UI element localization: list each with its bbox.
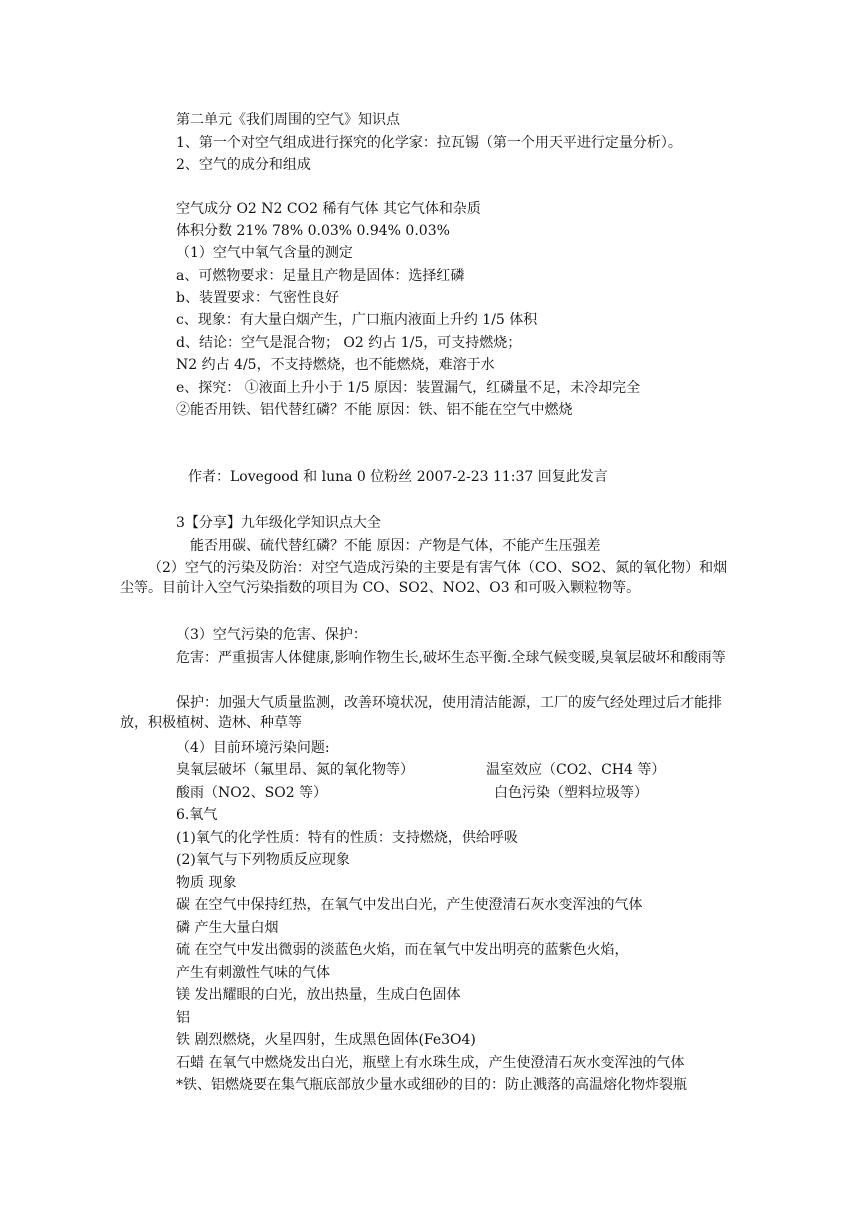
item-d-continued: N2 约占 4/5，不支持燃烧，也不能燃烧，难溶于水: [176, 357, 495, 373]
author-line: 作者：Lovegood 和 luna 0 位粉丝 2007-2-23 11:37 回复此发言: [188, 469, 608, 485]
section-pollution-harm: （3）空气污染的危害、保护：: [176, 627, 367, 643]
problem-greenhouse: 温室效应（CO2、CH4 等）: [486, 762, 666, 778]
section-env-problems: （4）目前环境污染问题:: [176, 740, 330, 756]
reaction-table-header: 物质 现象: [176, 875, 237, 891]
reaction-phosphorus: 磷 产生大量白烟: [176, 920, 279, 936]
air-components-row: 空气成分 O2 N2 CO2 稀有气体 其它气体和杂质: [176, 201, 481, 217]
pollution-paragraph: （2）空气的污染及防治：对空气造成污染的主要是有害气体（CO、SO2、氮的氧化物）和烟尘等。目前计入空气污染指数的项目为 CO、SO2、NO2、O3 和可吸入颗粒物等。: [120, 560, 728, 596]
item-d: d、结论：空气是混合物； O2 约占 1/5，可支持燃烧；: [176, 335, 522, 351]
reaction-iron: 铁 剧烈燃烧，火星四射，生成黑色固体(Fe3O4): [176, 1032, 476, 1048]
item-e-continued: ②能否用铁、铝代替红磷？不能 原因：铁、铝不能在空气中燃烧: [176, 402, 573, 418]
para-air-composition-heading: 2、空气的成分和组成: [176, 157, 311, 173]
volume-fraction-row: 体积分数 21% 78% 0.03% 0.94% 0.03%: [176, 223, 450, 239]
reaction-aluminum: 铝: [176, 1010, 190, 1026]
item-b: b、装置要求：气密性良好: [176, 290, 339, 306]
problem-white-pollution: 白色污染（塑料垃圾等）: [494, 785, 648, 801]
share-heading: 3【分享】九年级化学知识点大全: [176, 515, 381, 531]
share-carbon-sulfur: 能否用碳、硫代替红磷？不能 原因：产物是气体，不能产生压强差: [190, 538, 601, 554]
reaction-paraffin: 石蜡 在氧气中燃烧发出白光，瓶壁上有水珠生成，产生使澄清石灰水变浑浊的气体: [176, 1055, 685, 1071]
item-e: e、探究： ①液面上升小于 1/5 原因：装置漏气，红磷量不足，未冷却完全: [176, 380, 641, 396]
problem-acid-rain: 酸雨（NO2、SO2 等）: [176, 785, 328, 801]
oxygen-properties: (1)氧气的化学性质：特有的性质：支持燃烧，供给呼吸: [176, 830, 518, 846]
para-first-chemist: 1、第一个对空气组成进行探究的化学家：拉瓦锡（第一个用天平进行定量分析）。: [176, 135, 682, 151]
item-a: a、可燃物要求：足量且产物是固体：选择红磷: [176, 268, 465, 284]
item-c: c、现象：有大量白烟产生，广口瓶内液面上升约 1/5 体积: [176, 312, 538, 328]
section-oxygen-measurement: （1）空气中氧气含量的测定: [176, 245, 353, 261]
reaction-sulfur: 硫 在空气中发出微弱的淡蓝色火焰，而在氧气中发出明亮的蓝紫色火焰，: [176, 942, 629, 958]
oxygen-reactions-heading: (2)氧气与下列物质反应现象: [176, 852, 350, 868]
reaction-sulfur-continued: 产生有刺激性气味的气体: [176, 965, 330, 981]
reaction-note: *铁、铝燃烧要在集气瓶底部放少量水或细砂的目的：防止溅落的高温熔化物炸裂瓶: [176, 1077, 687, 1093]
protect-paragraph: 保护：加强大气质量监测，改善环境状况，使用清洁能源，工厂的废气经处理过后才能排放，积极植树、造林、种草等: [120, 695, 722, 731]
reaction-carbon: 碳 在空气中保持红热，在氧气中发出白光，产生使澄清石灰水变浑浊的气体: [176, 897, 643, 913]
harm-paragraph: 危害：严重损害人体健康,影响作物生长,破坏生态平衡.全球气候变暖,臭氧层破坏和酸雨等: [176, 650, 726, 666]
reaction-magnesium: 镁 发出耀眼的白光，放出热量，生成白色固体: [176, 987, 461, 1003]
problem-ozone: 臭氧层破坏（氟里昂、氮的氧化物等）: [176, 762, 414, 778]
section-oxygen: 6.氧气: [176, 807, 218, 823]
doc-title: 第二单元《我们周围的空气》知识点: [176, 112, 400, 128]
